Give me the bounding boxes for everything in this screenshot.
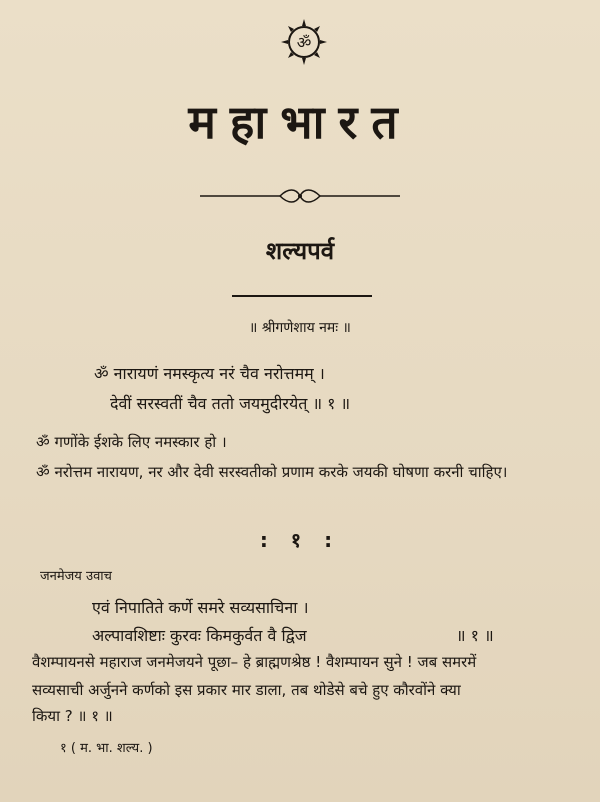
speaker-label: जनमेजय उवाच (40, 569, 112, 584)
om-emblem-icon (280, 18, 328, 66)
book-title: महाभारत (188, 95, 412, 149)
verse-number: ॥ १ ॥ (456, 626, 494, 645)
verse-line: देवीं सरस्वतीं चैव ततो जयमुदीरयेत् ॥ १ ॥ (110, 394, 351, 413)
heading-rule (232, 295, 372, 297)
verse-line: एवं निपातिते कर्णे समरे सव्यसाचिना । (92, 598, 309, 617)
flourish-ornament (200, 186, 400, 206)
svg-text:ॐ: ॐ (296, 33, 312, 52)
meaning-line: ॐ गणोंके ईशके लिए नमस्कार हो । (36, 433, 227, 451)
prose-line: वैशम्पायनसे महाराज जनमेजयने पूछा– हे ब्राह्मणश्रेष्ठ ! वैशम्पायन सुने ! जब समरमें (32, 653, 477, 671)
footnote: १ ( म. भा. शल्य. ) (60, 741, 153, 756)
meaning-line: ॐ नरोत्तम नारायण, नर और देवी सरस्वतीको प्रणाम करके जयकी घोषणा करनी चाहिए। (36, 463, 508, 481)
prose-line: किया ? ॥ १ ॥ (32, 707, 113, 725)
verse-line: अल्पावशिष्टाः कुरवः किमकुर्वत वै द्विज (92, 626, 307, 645)
prose-line: सव्यसाची अर्जुनने कर्णको इस प्रकार मार डाला, तब थोडेसे बचे हुए कौरवोंने क्या (32, 681, 461, 699)
parva-heading: शल्यपर्व (265, 237, 335, 265)
verse-line: ॐ नारायणं नमस्कृत्य नरं चैव नरोत्तमम् । (94, 364, 325, 383)
chapter-marker: : १ : (259, 528, 341, 552)
invocation: ॥ श्रीगणेशाय नमः ॥ (249, 320, 351, 336)
